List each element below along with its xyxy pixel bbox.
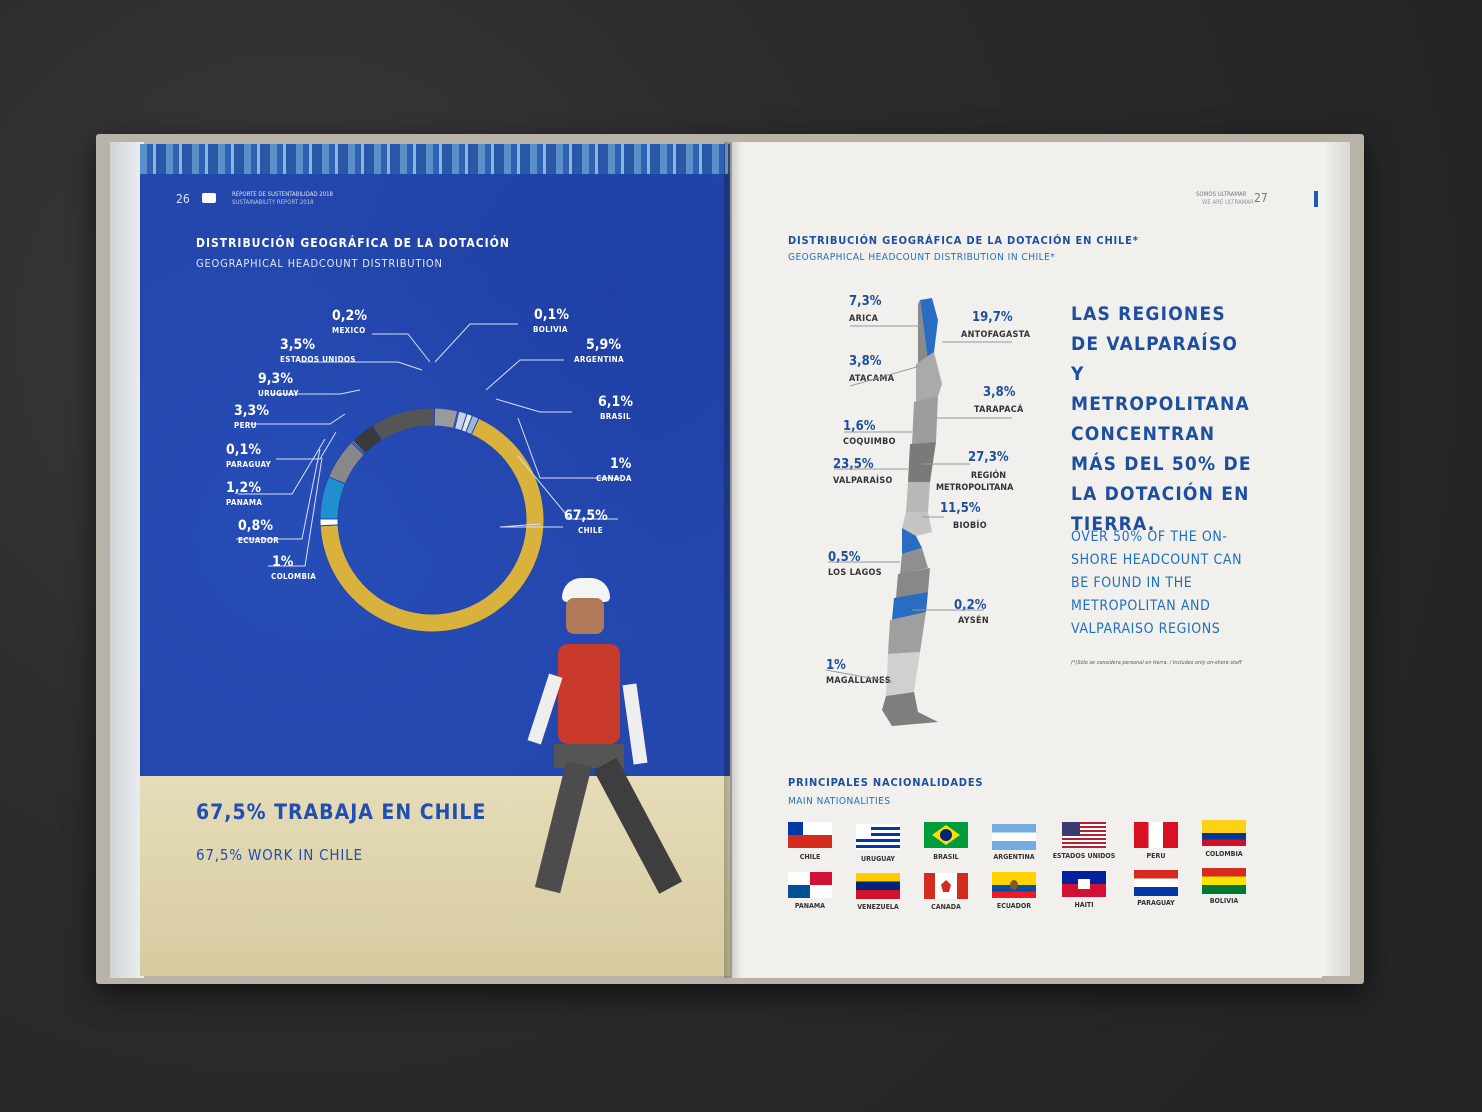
slice-value-peru: 3,3% — [234, 403, 269, 419]
flag-venezuela — [856, 873, 900, 899]
flag-label-haiti: HAITI — [1074, 901, 1094, 909]
report-header: REPORTE DE SUSTENTABILIDAD 2018 — [232, 191, 333, 198]
worker-illustration — [520, 564, 730, 976]
flag-label-panama: PANAMA — [794, 902, 826, 910]
flag-chile — [788, 822, 832, 848]
region-value-magallanes: 1% — [826, 658, 846, 673]
slice-label-panama: PANAMA — [226, 498, 263, 507]
flag-label-canada: CANADA — [931, 903, 961, 911]
page-number: 27 — [1254, 191, 1268, 205]
region-value-biobio: 11,5% — [940, 501, 981, 516]
slice-label-uruguay: URUGUAY — [258, 389, 299, 398]
flag-paraguay — [1134, 870, 1178, 896]
region-value-los-lagos: 0,5% — [828, 550, 861, 565]
flag-bolivia — [1202, 868, 1246, 894]
slice-value-mexico: 0,2% — [332, 308, 367, 324]
flag-ecuador — [992, 872, 1036, 898]
region-label-los-lagos: LOS LAGOS — [828, 568, 882, 578]
flag-peru — [1134, 822, 1178, 848]
region-value-metropolitana: 27,3% — [968, 450, 1009, 465]
flag-haiti — [1062, 871, 1106, 897]
slice-label-paraguay: PARAGUAY — [226, 460, 272, 469]
flag-label-estados-unidos: ESTADOS UNIDOS — [1052, 852, 1116, 860]
region-label-coquimbo: COQUIMBO — [843, 437, 896, 447]
region-value-arica: 7,3% — [849, 294, 882, 309]
slice-label-argentina: ARGENTINA — [574, 355, 624, 364]
flag-argentina — [992, 824, 1036, 850]
flag-label-brasil: BRASIL — [933, 853, 959, 861]
slice-value-uruguay: 9,3% — [258, 371, 293, 387]
section-header-en: WE ARE ULTRAMAR — [1202, 199, 1254, 206]
slice-value-chile: 67,5% — [564, 508, 608, 524]
slice-label-canada: CANADA — [596, 474, 632, 483]
headline: 67,5% TRABAJA EN CHILE — [196, 800, 487, 824]
slice-label-usa: ESTADOS UNIDOS — [280, 355, 356, 364]
region-value-coquimbo: 1,6% — [843, 419, 876, 434]
nationalities-subtitle: MAIN NATIONALITIES — [788, 796, 891, 807]
flag-canada — [924, 873, 968, 899]
flag-label-argentina: ARGENTINA — [993, 853, 1035, 861]
flag-estados-unidos — [1062, 822, 1106, 848]
region-value-antofagasta: 19,7% — [972, 310, 1013, 325]
slice-value-usa: 3,5% — [280, 337, 315, 353]
region-label-aysen: AYSÉN — [958, 616, 989, 626]
chart-title: DISTRIBUCIÓN GEOGRÁFICA DE LA DOTACIÓN — [196, 236, 510, 250]
flag-label-venezuela: VENEZUELA — [857, 903, 899, 911]
headline-en: 67,5% WORK IN CHILE — [196, 846, 363, 864]
slice-value-colombia: 1% — [272, 554, 294, 570]
region-value-atacama: 3,8% — [849, 354, 882, 369]
region-value-tarapaca: 3,8% — [983, 385, 1016, 400]
book-gutter-shadow — [724, 142, 742, 978]
report-header-en: SUSTAINABILITY REPORT 2018 — [232, 199, 314, 206]
chart-subtitle: GEOGRAPHICAL HEADCOUNT DISTRIBUTION — [196, 257, 443, 270]
page-stack-left — [110, 142, 144, 978]
flag-colombia — [1202, 820, 1246, 846]
region-value-aysen: 0,2% — [954, 598, 987, 613]
flag-panama — [788, 872, 832, 898]
region-label-valparaiso: VALPARAÍSO — [833, 476, 893, 486]
flag-label-uruguay: URUGUAY — [861, 855, 895, 863]
region-label-metropolitana: REGIÓN METROPOLITANA — [936, 471, 1014, 493]
footnote: (*)Sólo se considera personal en tierra. / Includes only on-shore staff — [1071, 660, 1242, 666]
nationalities-title: PRINCIPALES NACIONALIDADES — [788, 776, 984, 789]
flag-label-colombia: COLOMBIA — [1205, 850, 1243, 858]
region-value-valparaiso: 23,5% — [833, 457, 874, 472]
slice-label-chile: CHILE — [578, 526, 603, 535]
map-subtitle: GEOGRAPHICAL HEADCOUNT DISTRIBUTION IN CHILE* — [788, 252, 1056, 263]
slice-label-bolivia: BOLIVIA — [533, 325, 568, 334]
region-label-atacama: ATACAMA — [849, 374, 895, 384]
slice-value-paraguay: 0,1% — [226, 442, 261, 458]
flag-label-chile: CHILE — [799, 853, 821, 861]
map-title: DISTRIBUCIÓN GEOGRÁFICA DE LA DOTACIÓN EN CHILE* — [788, 234, 1139, 247]
page-number: 26 — [176, 192, 190, 206]
slice-label-peru: PERU — [234, 421, 257, 430]
slice-value-argentina: 5,9% — [586, 337, 621, 353]
slice-label-brasil: BRASIL — [600, 412, 631, 421]
flag-label-paraguay: PARAGUAY — [1137, 899, 1175, 907]
slice-value-canada: 1% — [610, 456, 632, 472]
slice-value-ecuador: 0,8% — [238, 518, 273, 534]
region-label-arica: ARICA — [849, 314, 879, 324]
flag-label-ecuador: ECUADOR — [996, 902, 1032, 910]
slice-label-colombia: COLOMBIA — [271, 572, 317, 581]
left-page — [140, 144, 730, 976]
flag-uruguay — [856, 824, 900, 850]
statement-en: OVER 50% OF THE ON-SHORE HEADCOUNT CAN BE FOUND IN THE METROPOLITAN AND VALPARAISO REGIONS — [1071, 529, 1243, 637]
slice-value-panama: 1,2% — [226, 480, 261, 496]
region-label-magallanes: MAGALLANES — [826, 676, 891, 686]
section-header: SOMOS ULTRAMAR — [1196, 191, 1247, 198]
region-label-antofagasta: ANTOFAGASTA — [961, 330, 1031, 340]
slice-value-bolivia: 0,1% — [534, 307, 569, 323]
flag-label-bolivia: BOLIVIA — [1209, 897, 1239, 905]
slice-label-ecuador: ECUADOR — [238, 536, 280, 545]
flag-brasil — [924, 822, 968, 848]
statement: LAS REGIONES DE VALPARAÍSO Y METROPOLITANA CONCENTRAN MÁS DEL 50% DE LA DOTACIÓN EN TIERRA. — [1071, 303, 1252, 535]
region-label-biobio: BIOBÍO — [953, 521, 987, 531]
right-page — [732, 142, 1322, 978]
slice-value-brasil: 6,1% — [598, 394, 633, 410]
region-label-tarapaca: TARAPACÁ — [974, 405, 1024, 415]
flag-label-peru: PERU — [1146, 852, 1166, 860]
page-stack-right — [1322, 142, 1350, 976]
slice-label-mexico: MEXICO — [332, 326, 366, 335]
